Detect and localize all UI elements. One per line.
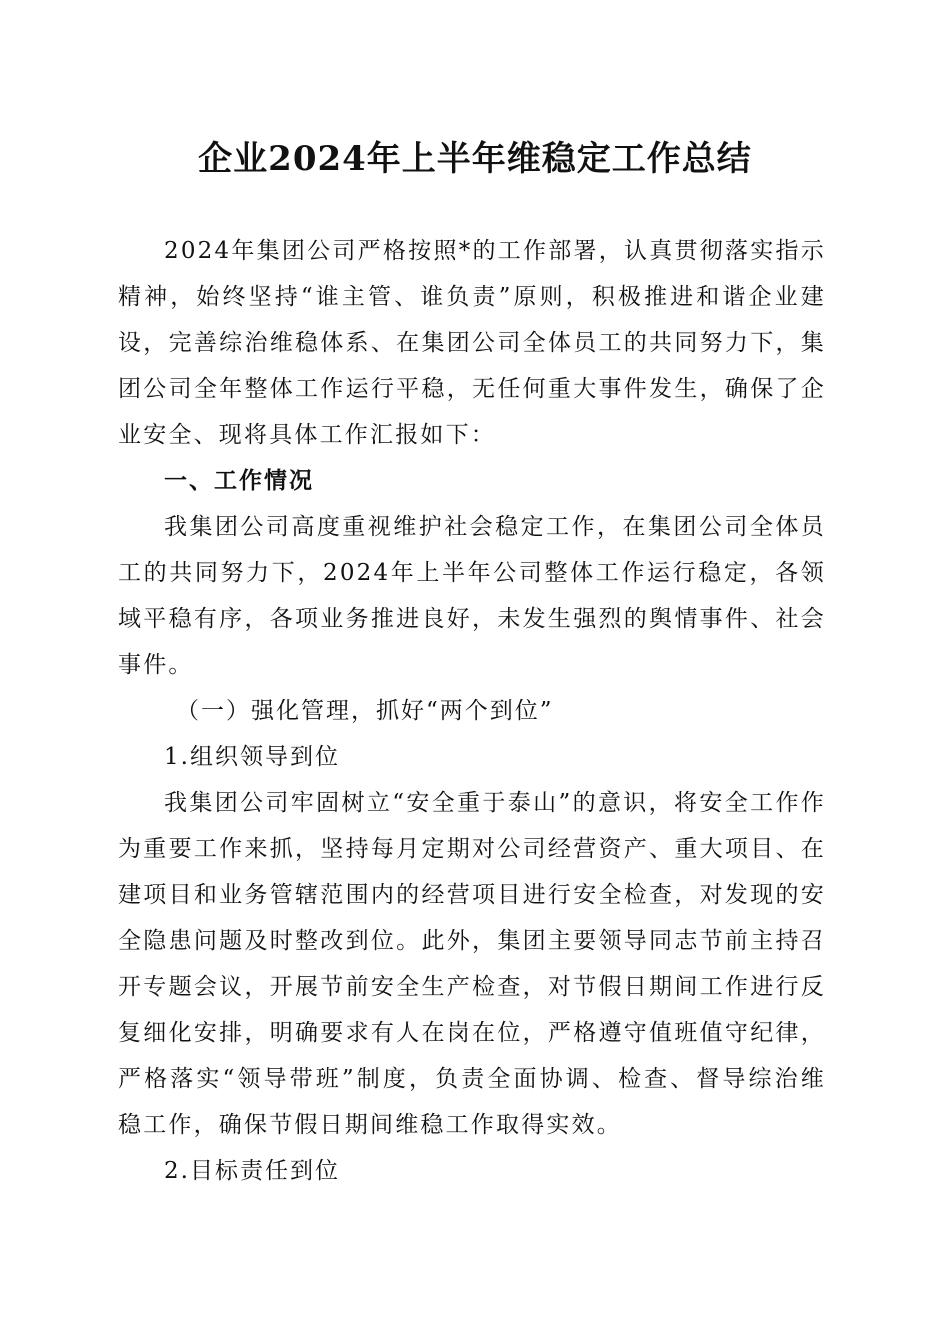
document-body (118, 228, 826, 1194)
subsection-heading-management: （一）强化管理，抓好“两个到位” (176, 698, 554, 724)
section1-paragraph: 我集团公司高度重视维护社会稳定工作，在集团公司全体员工的共同努力下，2024年上半年公司整体工作运行稳定，各领域平稳有序，各项业务推进良好，未发生强烈的舆情事件、社会事件。 (118, 514, 826, 678)
item-heading-target-responsibility: 2.目标责任到位 (164, 1158, 340, 1184)
document-title: 企业2024年上半年维稳定工作总结 (198, 139, 752, 179)
section-heading-work-situation: 一、工作情况 (164, 467, 314, 494)
intro-paragraph: 2024年集团公司严格按照*的工作部署，认真贯彻落实指示精神，始终坚持“谁主管、谁负责”原则，积极推进和谐企业建设，完善综治维稳体系、在集团公司全体员工的共同努力下，集团公司全年整体工作运行平稳，无任何重大事件发生，确保了企业安全、现将具体工作汇报如下： (118, 238, 826, 448)
item-heading-organization-leadership: 1.组织领导到位 (164, 744, 340, 770)
item1-paragraph: 我集团公司牢固树立“安全重于泰山”的意识，将安全工作作为重要工作来抓，坚持每月定期对公司经营资产、重大项目、在建项目和业务管辖范围内的经营项目进行安全检查，对发现的安全隐患问题及时整改到位。此外，集团主要领导同志节前主持召开专题会议，开展节前安全生产检查，对节假日期间工作进行反复细化安排，明确要求有人在岗在位，严格遵守值班值守纪律，严格落实“领导带班”制度，负责全面协调、检查、督导综治维稳工作，确保节假日期间维稳工作取得实效。 (118, 790, 826, 1138)
